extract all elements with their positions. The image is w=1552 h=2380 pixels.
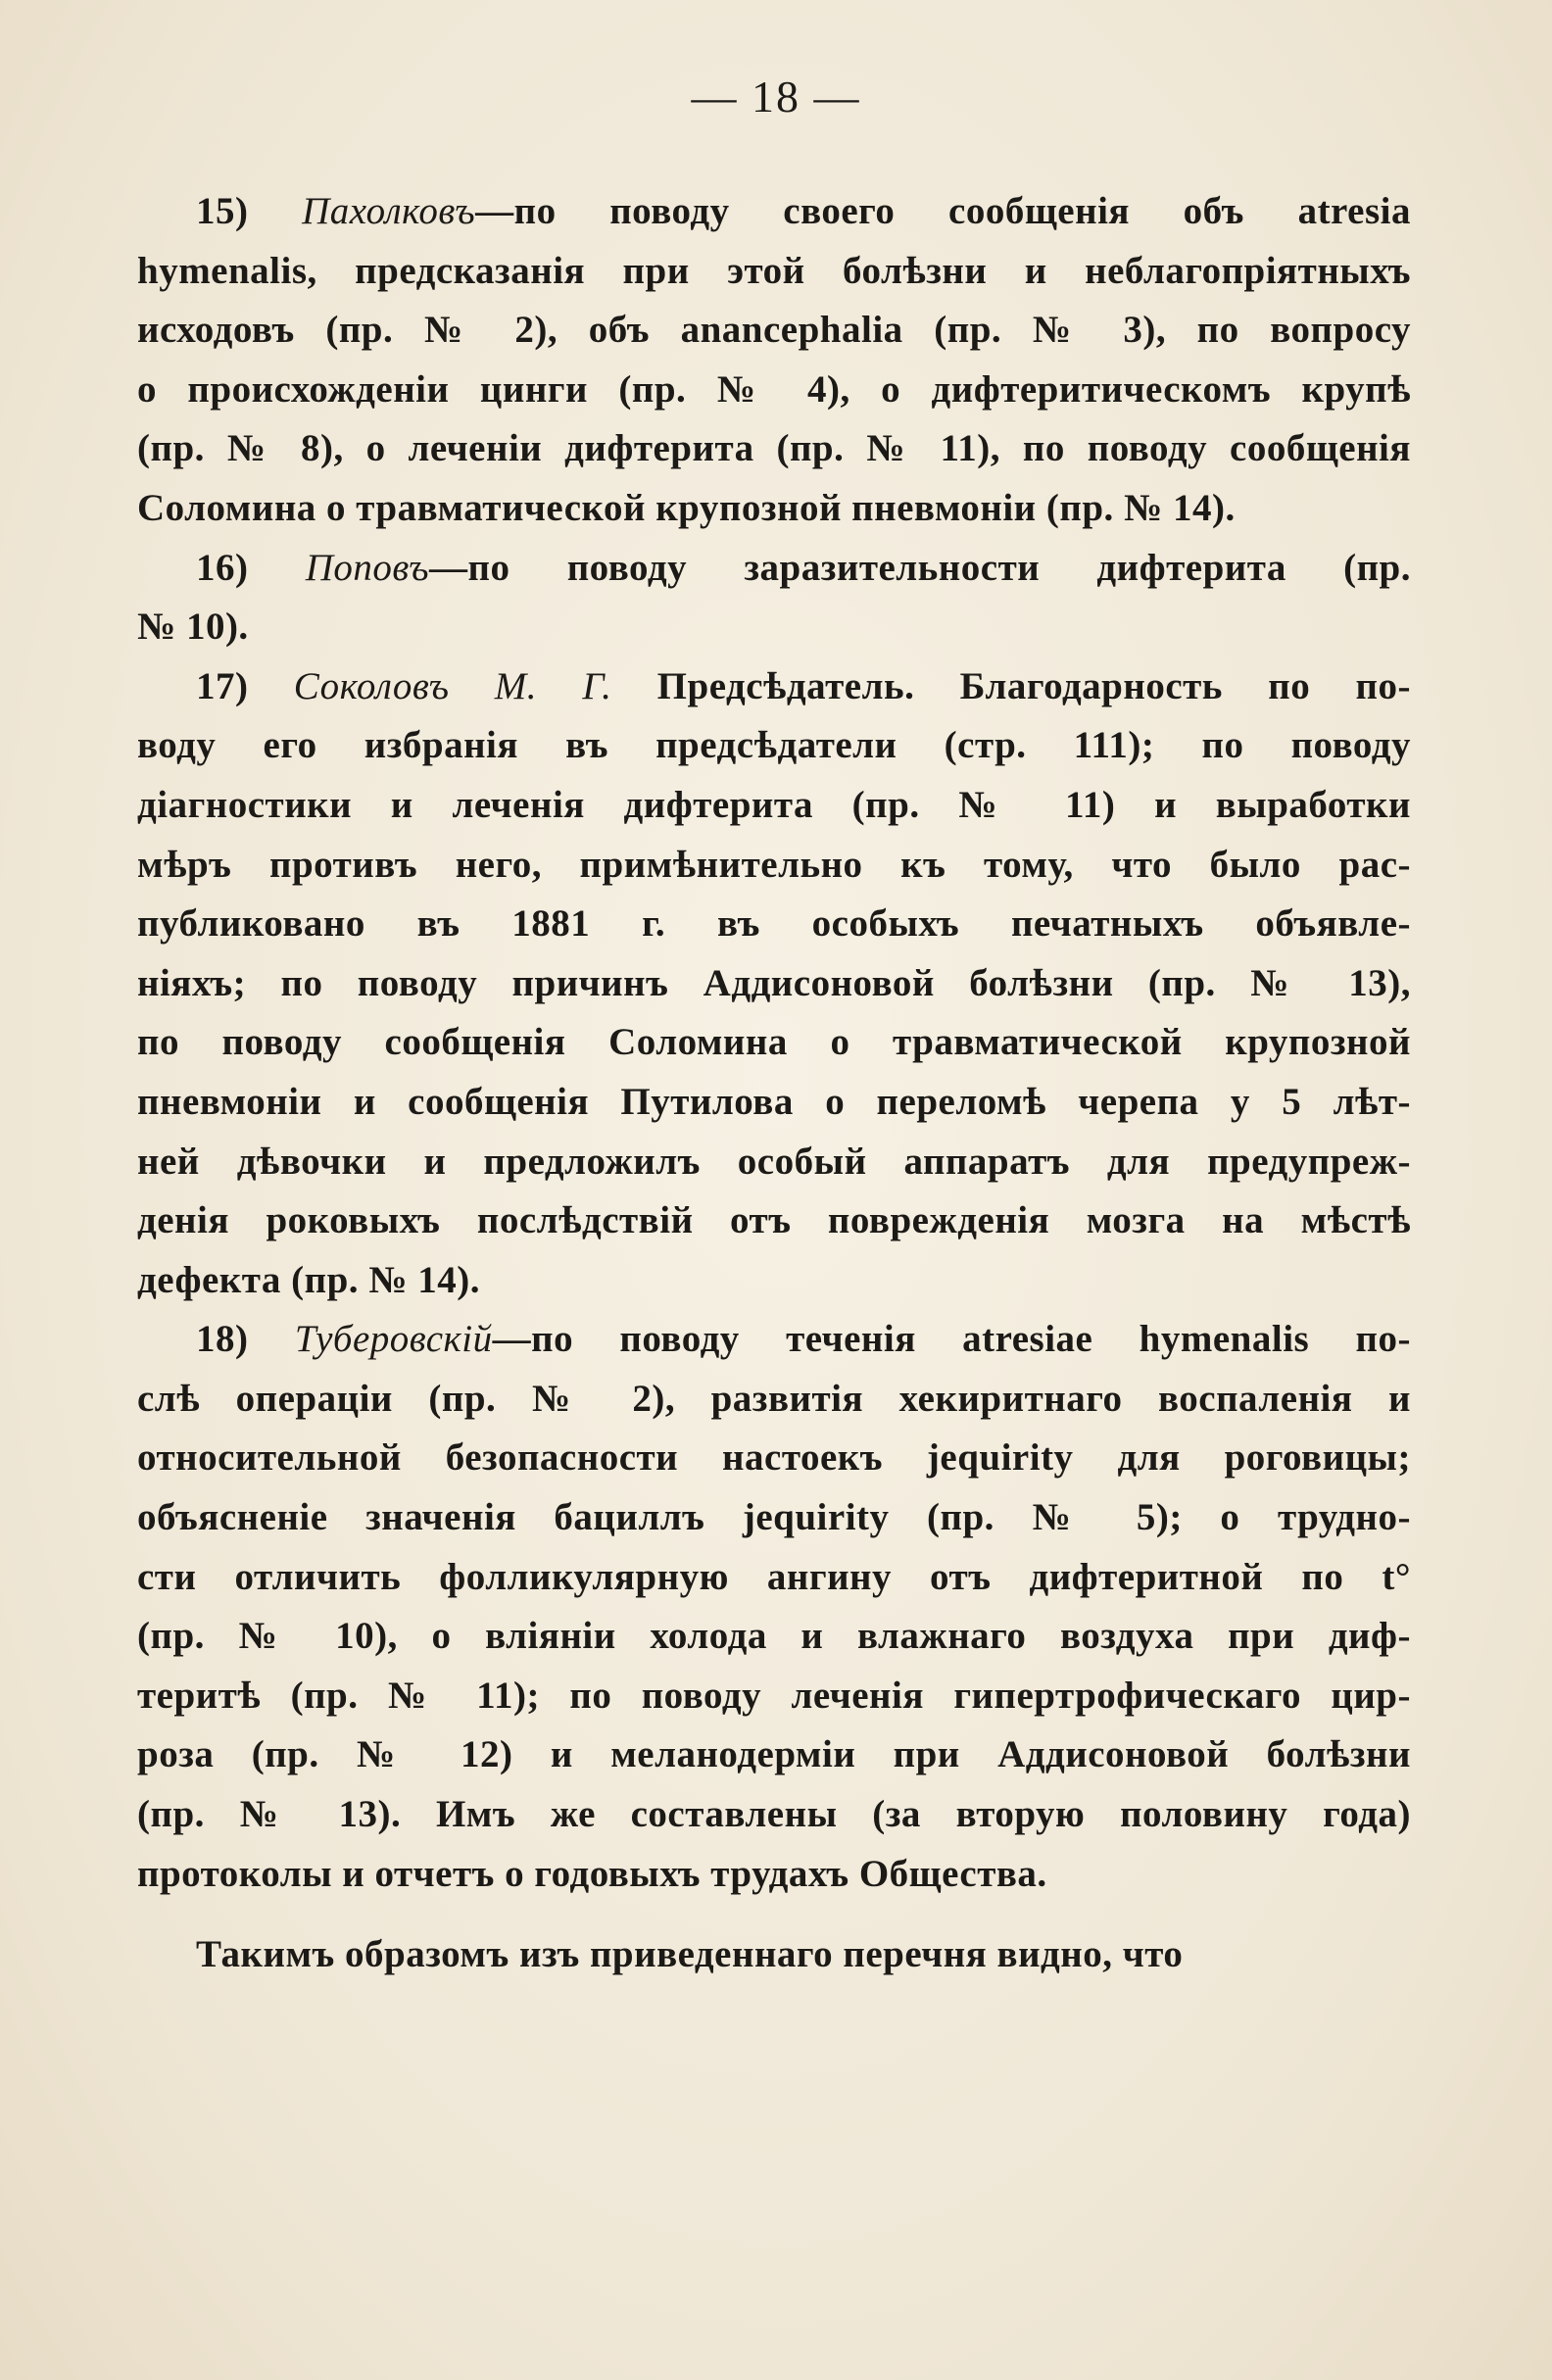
text-line — [137, 182, 1411, 242]
item-number: 17) — [196, 664, 294, 707]
line-text: —по поводу своего сообщенія объ atresia — [475, 190, 1411, 232]
item-number: 15) — [196, 190, 303, 232]
line-text: слѣ операціи (пр. № 2), развитія хекиритнаго воспаленія и — [137, 1377, 1411, 1420]
line-text: теритѣ (пр. № 11); по поводу леченія гипертрофическаго цир- — [137, 1674, 1411, 1717]
text-line — [137, 1429, 1411, 1488]
line-text: роза (пр. № 12) и меланодерміи при Аддисоновой болѣзни — [137, 1733, 1411, 1776]
item-number: 18) — [196, 1318, 295, 1361]
line-text: сти отличить фолликулярную ангину отъ дифтеритной по t° — [137, 1555, 1411, 1598]
text-line — [137, 1370, 1411, 1430]
text-line — [137, 1607, 1411, 1667]
line-text: денія роковыхъ послѣдствій отъ поврежденія мозга на мѣстѣ — [137, 1199, 1411, 1242]
body-text — [137, 182, 1411, 1985]
text-line — [137, 1073, 1411, 1133]
line-text: № 10). — [137, 606, 249, 649]
text-line — [137, 539, 1411, 599]
text-line — [137, 419, 1411, 479]
text-line — [137, 479, 1411, 539]
text-line — [137, 1488, 1411, 1548]
member-name: Пахолковъ — [302, 190, 476, 232]
line-text: по поводу сообщенія Соломина о травматической крупозной — [137, 1021, 1411, 1064]
text-line — [137, 598, 1411, 657]
line-text: hymenalis, предсказанія при этой болѣзни и неблагопріятныхъ — [137, 249, 1411, 292]
text-line — [137, 361, 1411, 420]
line-text: ніяхъ; по поводу причинъ Аддисоновой болѣзни (пр. № 13), — [137, 961, 1411, 1004]
text-line — [137, 1548, 1411, 1608]
item-number: 16) — [196, 546, 306, 589]
line-text: ней дѣвочки и предложилъ особый аппаратъ для предупреж- — [137, 1140, 1411, 1183]
text-line — [137, 1133, 1411, 1192]
text-line — [137, 1251, 1411, 1311]
text-line — [137, 716, 1411, 776]
text-line — [137, 776, 1411, 836]
text-line — [137, 836, 1411, 896]
text-line — [137, 1725, 1411, 1785]
text-line — [137, 301, 1411, 361]
text-line — [137, 954, 1411, 1014]
text-line — [137, 1310, 1411, 1370]
text-line — [137, 1845, 1411, 1905]
line-text: публиковано въ 1881 г. въ особыхъ печатныхъ объявле- — [137, 902, 1411, 946]
text-line — [137, 1667, 1411, 1726]
line-text: Соломина о травматической крупозной пневмоніи (пр. № 14). — [137, 486, 1236, 529]
text-line — [137, 1785, 1411, 1845]
member-name: Туберовскій — [294, 1318, 493, 1361]
text-line — [137, 1191, 1411, 1251]
member-name: Поповъ — [305, 546, 430, 589]
line-text: —по поводу заразительности дифтерита (пр. — [429, 546, 1411, 589]
line-text: протоколы и отчетъ о годовыхъ трудахъ Общества. — [137, 1852, 1047, 1895]
line-text: пневмоніи и сообщенія Путилова о переломѣ черепа у 5 лѣт- — [137, 1080, 1411, 1123]
text-line — [137, 895, 1411, 954]
page-number: — 18 — — [691, 72, 861, 121]
text-line — [137, 1925, 1411, 1985]
text-line — [137, 657, 1411, 717]
line-text: объясненіе значенія бациллъ jequirity (пр. № 5); о трудно- — [137, 1496, 1411, 1539]
line-text: исходовъ (пр. № 2), объ anancephalia (пр. № 3), по вопросу — [137, 309, 1411, 352]
line-text: Такимъ образомъ изъ приведеннаго перечня видно, что — [196, 1933, 1184, 1976]
line-text: (пр. № 10), о вліяніи холода и влажнаго воздуха при диф- — [137, 1615, 1411, 1658]
line-text: —по поводу теченія atresiae hymenalis по- — [492, 1318, 1411, 1361]
member-name: Соколовъ М. Г. — [293, 664, 612, 707]
line-text: (пр. № 13). Имъ же составлены (за вторую половину года) — [137, 1793, 1411, 1836]
line-text: дефекта (пр. № 14). — [137, 1258, 480, 1301]
line-text: Предсѣдатель. Благодарность по по- — [611, 664, 1411, 707]
line-text: діагностики и леченія дифтерита (пр. № 11) и выработки — [137, 783, 1411, 826]
line-text: о происхожденіи цинги (пр. № 4), о дифтеритическомъ крупѣ — [137, 367, 1411, 411]
line-text: (пр. № 8), о леченіи дифтерита (пр. № 11), по поводу сообщенія — [137, 427, 1411, 470]
line-text: воду его избранія въ предсѣдатели (стр. 111); по поводу — [137, 724, 1411, 767]
text-line — [137, 1013, 1411, 1073]
line-text: мѣръ противъ него, примѣнительно къ тому, что было рас- — [137, 843, 1411, 886]
text-line — [137, 242, 1411, 302]
line-text: относительной безопасности настоекъ jequirity для роговицы; — [137, 1436, 1411, 1480]
